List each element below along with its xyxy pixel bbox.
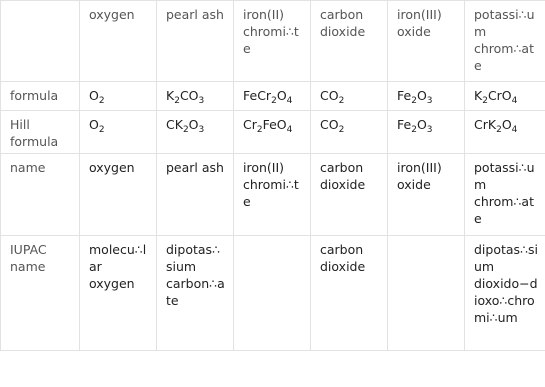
col-header-iron-iii-oxide: iron(III) oxide <box>388 1 465 82</box>
col-header-pearl-ash: pearl ash <box>157 1 234 82</box>
table-cell <box>234 236 311 351</box>
row-label: formula <box>1 82 80 111</box>
table-cell: $FeCr_2O_4$ <box>234 82 311 111</box>
table-cell: molecu∴lar oxygen <box>80 236 157 351</box>
table-cell: oxygen <box>80 154 157 236</box>
table-cell <box>388 236 465 351</box>
table-cell: iron(III) oxide <box>388 154 465 236</box>
table-cell: $Fe_2O_3$ <box>388 111 465 154</box>
table-cell: carbon dioxide <box>311 236 388 351</box>
table-cell: pearl ash <box>157 154 234 236</box>
table-cell: $O_2$ <box>80 111 157 154</box>
table-cell: $Fe_2O_3$ <box>388 82 465 111</box>
table-cell: $CO_2$ <box>311 111 388 154</box>
table-row-formula <box>1 82 545 111</box>
col-header-carbon-dioxide: carbon dioxide <box>311 1 388 82</box>
table-cell: $O_2$ <box>80 82 157 111</box>
table-cell: $K_2CrO_4$ <box>465 82 545 111</box>
table-row-name <box>1 154 545 236</box>
table-cell: dipotas∴sium dioxido−dioxo∴chromi∴um <box>465 236 545 351</box>
row-label: IUPAC name <box>1 236 80 351</box>
col-header-iron-ii-chromite: iron(II) chromi∴te <box>234 1 311 82</box>
table-cell: $CrK_2O_4$ <box>465 111 545 154</box>
table-cell: $CK_2O_3$ <box>157 111 234 154</box>
table-cell: $Cr_2FeO_4$ <box>234 111 311 154</box>
table-cell: potassi∴um chrom∴ate <box>465 154 545 236</box>
table-cell: $CO_2$ <box>311 82 388 111</box>
col-header-oxygen: oxygen <box>80 1 157 82</box>
table-row-hill-formula <box>1 111 545 154</box>
corner-cell <box>1 1 80 82</box>
table-cell: carbon dioxide <box>311 154 388 236</box>
table-cell: iron(II) chromi∴te <box>234 154 311 236</box>
header-row <box>1 1 545 82</box>
table-cell: $K_2CO_3$ <box>157 82 234 111</box>
table-cell: dipotas∴sium carbon∴ate <box>157 236 234 351</box>
col-header-potassium-chromate: potassi∴um chrom∴ate <box>465 1 545 82</box>
row-label: Hill formula <box>1 111 80 154</box>
table-row-iupac-name <box>1 236 545 351</box>
row-label: name <box>1 154 80 236</box>
